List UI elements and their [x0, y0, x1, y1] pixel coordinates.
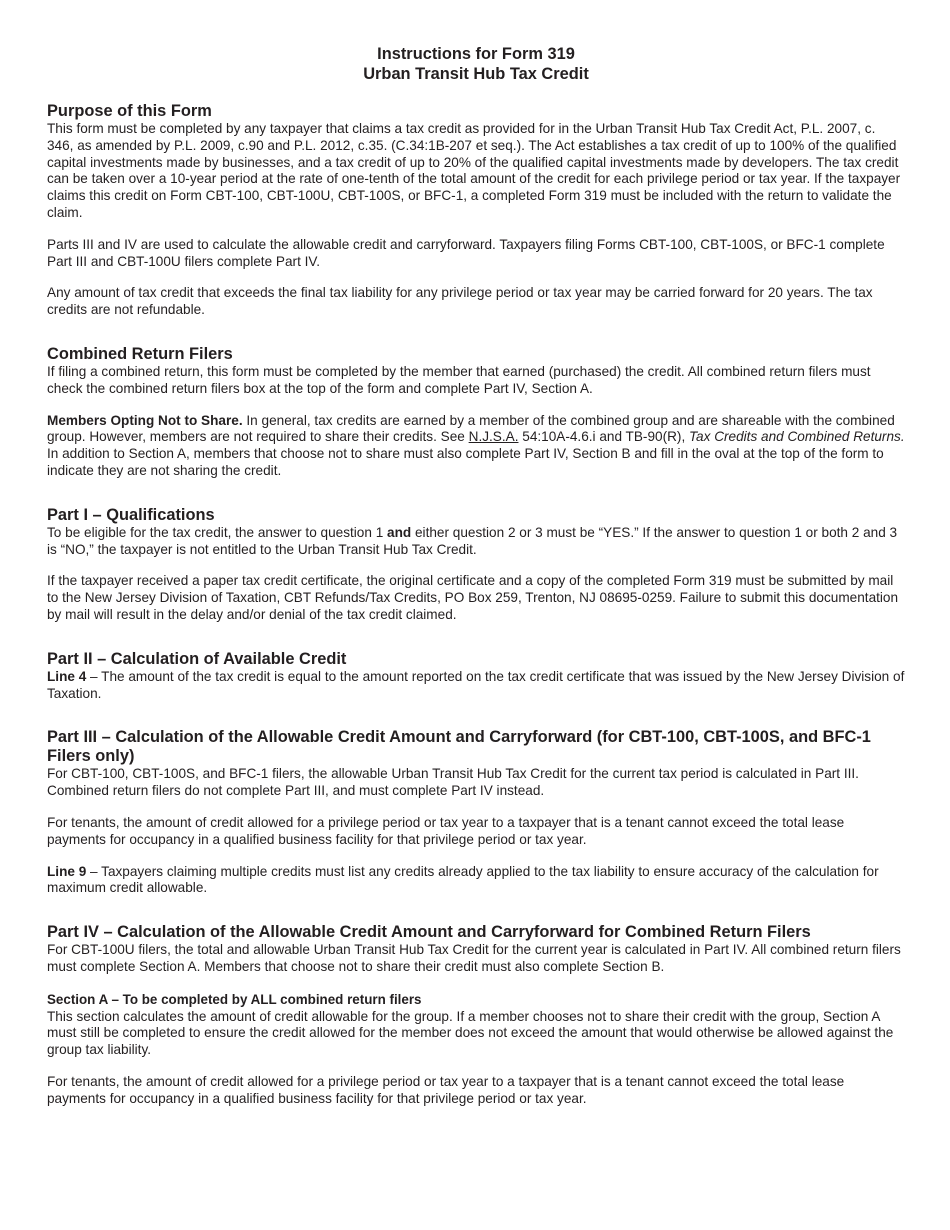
- part1-text-b: either question 2 or 3 must be “YES.” If the answer to question 1 or both 2 and 3 is “NO,” the taxpayer is not entitled to the Urban Transit Hub Tax Credit.: [47, 524, 898, 557]
- section-a-paragraph-1: This section calculates the amount of credit allowable for the group. If a member chooses not to share their credit with the group, Section A must still be completed to ensure the credit allowed for the member does not exceed the amount that would otherwise be allowed against the group tax liability.: [47, 1008, 894, 1058]
- part3-heading: Part III – Calculation of the Allowable Credit Amount and Carryforward (for CBT-100, CBT-100S, and BFC-1 Filers only): [47, 728, 871, 766]
- part4-heading: Part IV – Calculation of the Allowable Credit Amount and Carryforward for Combined Return Filers: [47, 923, 811, 942]
- part3-line9: [47, 864, 905, 898]
- part1-paragraph-2: If the taxpayer received a paper tax credit certificate, the original certificate and a copy of the completed Form 319 must be submitted by mail to the New Jersey Division of Taxation, CBT Refunds/Tax Credits, PO Box 259, Trenton, NJ 08695-0259. Failure to submit this documentation by mail will result in the delay and/or denial of the tax credit claimed.: [47, 573, 899, 622]
- purpose-paragraph-3: Any amount of tax credit that exceeds the final tax liability for any privilege period or tax year may be carried forward for 20 years. The tax credits are not refundable.: [47, 285, 873, 318]
- members-text-1: In general, tax credits are earned by a member of the combined group and are shareable with the combined group. However, members are not required to share their credits. See: [47, 412, 895, 445]
- part1-heading: Part I – Qualifications: [47, 505, 215, 524]
- line4-label: Line 4: [47, 668, 87, 684]
- line9-text: – Taxpayers claiming multiple credits must list any credits already applied to the tax liability to ensure accuracy of the calculation for maximum credit allowable.: [47, 863, 879, 896]
- part1-paragraph-1: [47, 525, 905, 559]
- part1-bold-and: and: [387, 524, 412, 540]
- tb90-title: Tax Credits and Combined Returns.: [689, 429, 905, 445]
- members-opting-paragraph: [47, 413, 905, 480]
- part3-paragraph-2: For tenants, the amount of credit allowed for a privilege period or tax year to a taxpayer that is a tenant cannot exceed the total lease payments for occupancy in a qualified business facility for that privilege period or tax year.: [47, 814, 845, 847]
- purpose-paragraph-1: This form must be completed by any taxpayer that claims a tax credit as provided for in the Urban Transit Hub Tax Credit Act, P.L. 2007, c. 346, as amended by P.L. 2009, c.90 and P.L. 2012, c.35. (C.34:1B-207 et seq.). The Act establishes a tax credit of up to 100% of the qualified capital investments made by businesses, and a tax credit of up to 20% of the qualified capital investments made by developers. The tax credit can be taken over a 10-year period at the rate of one-tenth of the total amount of the credit for each privilege period or tax year. If the taxpayer claims this credit on Form CBT-100, CBT-100U, CBT-100S, or BFC-1, a completed Form 319 must be included with the return to validate the claim.: [47, 121, 901, 220]
- members-opting-lead: Members Opting Not to Share.: [47, 412, 243, 428]
- part3-paragraph-1: For CBT-100, CBT-100S, and BFC-1 filers, the allowable Urban Transit Hub Tax Credit for the current tax period is calculated in Part III. Combined return filers do not complete Part III, and must complete Part IV instead.: [47, 766, 859, 799]
- line9-label: Line 9: [47, 863, 87, 879]
- combined-paragraph-1: If filing a combined return, this form must be completed by the member that earned (purchased) the credit. All combined return filers must check the combined return filers box at the top of the form and complete Part IV, Section A.: [47, 363, 871, 396]
- members-text-3: In addition to Section A, members that choose not to share must also complete Part IV, Section B and fill in the oval at the top of the form to indicate they are not sharing the credit.: [47, 446, 884, 478]
- section-a-paragraph-2: For tenants, the amount of credit allowed for a privilege period or tax year to a taxpayer that is a tenant cannot exceed the total lease payments for occupancy in a qualified business facility for that privilege period or tax year.: [47, 1073, 845, 1106]
- part4-paragraph-1: For CBT-100U filers, the total and allowable Urban Transit Hub Tax Credit for the current year is calculated in Part IV. All combined return filers must complete Section A. Members that choose not to share their credit must also complete Section B.: [47, 942, 901, 974]
- instructions-page: [47, 44, 905, 1107]
- part1-text-a: To be eligible for the tax credit, the answer to question 1: [47, 524, 388, 540]
- combined-heading: Combined Return Filers: [47, 344, 233, 363]
- njsa-reference: N.J.S.A.: [468, 429, 519, 445]
- members-text-2: 54:10A-4.6.i and TB-90(R),: [518, 429, 689, 445]
- part2-heading: Part II – Calculation of Available Credit: [47, 649, 347, 668]
- line4-text: – The amount of the tax credit is equal to the amount reported on the tax credit certificate that was issued by the New Jersey Division of Taxation.: [47, 668, 905, 701]
- page-subtitle: Urban Transit Hub Tax Credit: [363, 65, 589, 83]
- page-title: Instructions for Form 319: [377, 45, 575, 63]
- purpose-heading: Purpose of this Form: [47, 102, 212, 120]
- part2-line4: [47, 669, 905, 703]
- section-a-heading: Section A – To be completed by ALL combined return filers: [47, 991, 422, 1007]
- purpose-paragraph-2: Parts III and IV are used to calculate the allowable credit and carryforward. Taxpayers filing Forms CBT-100, CBT-100S, or BFC-1 complete Part III and CBT-100U filers complete Part IV.: [47, 236, 885, 269]
